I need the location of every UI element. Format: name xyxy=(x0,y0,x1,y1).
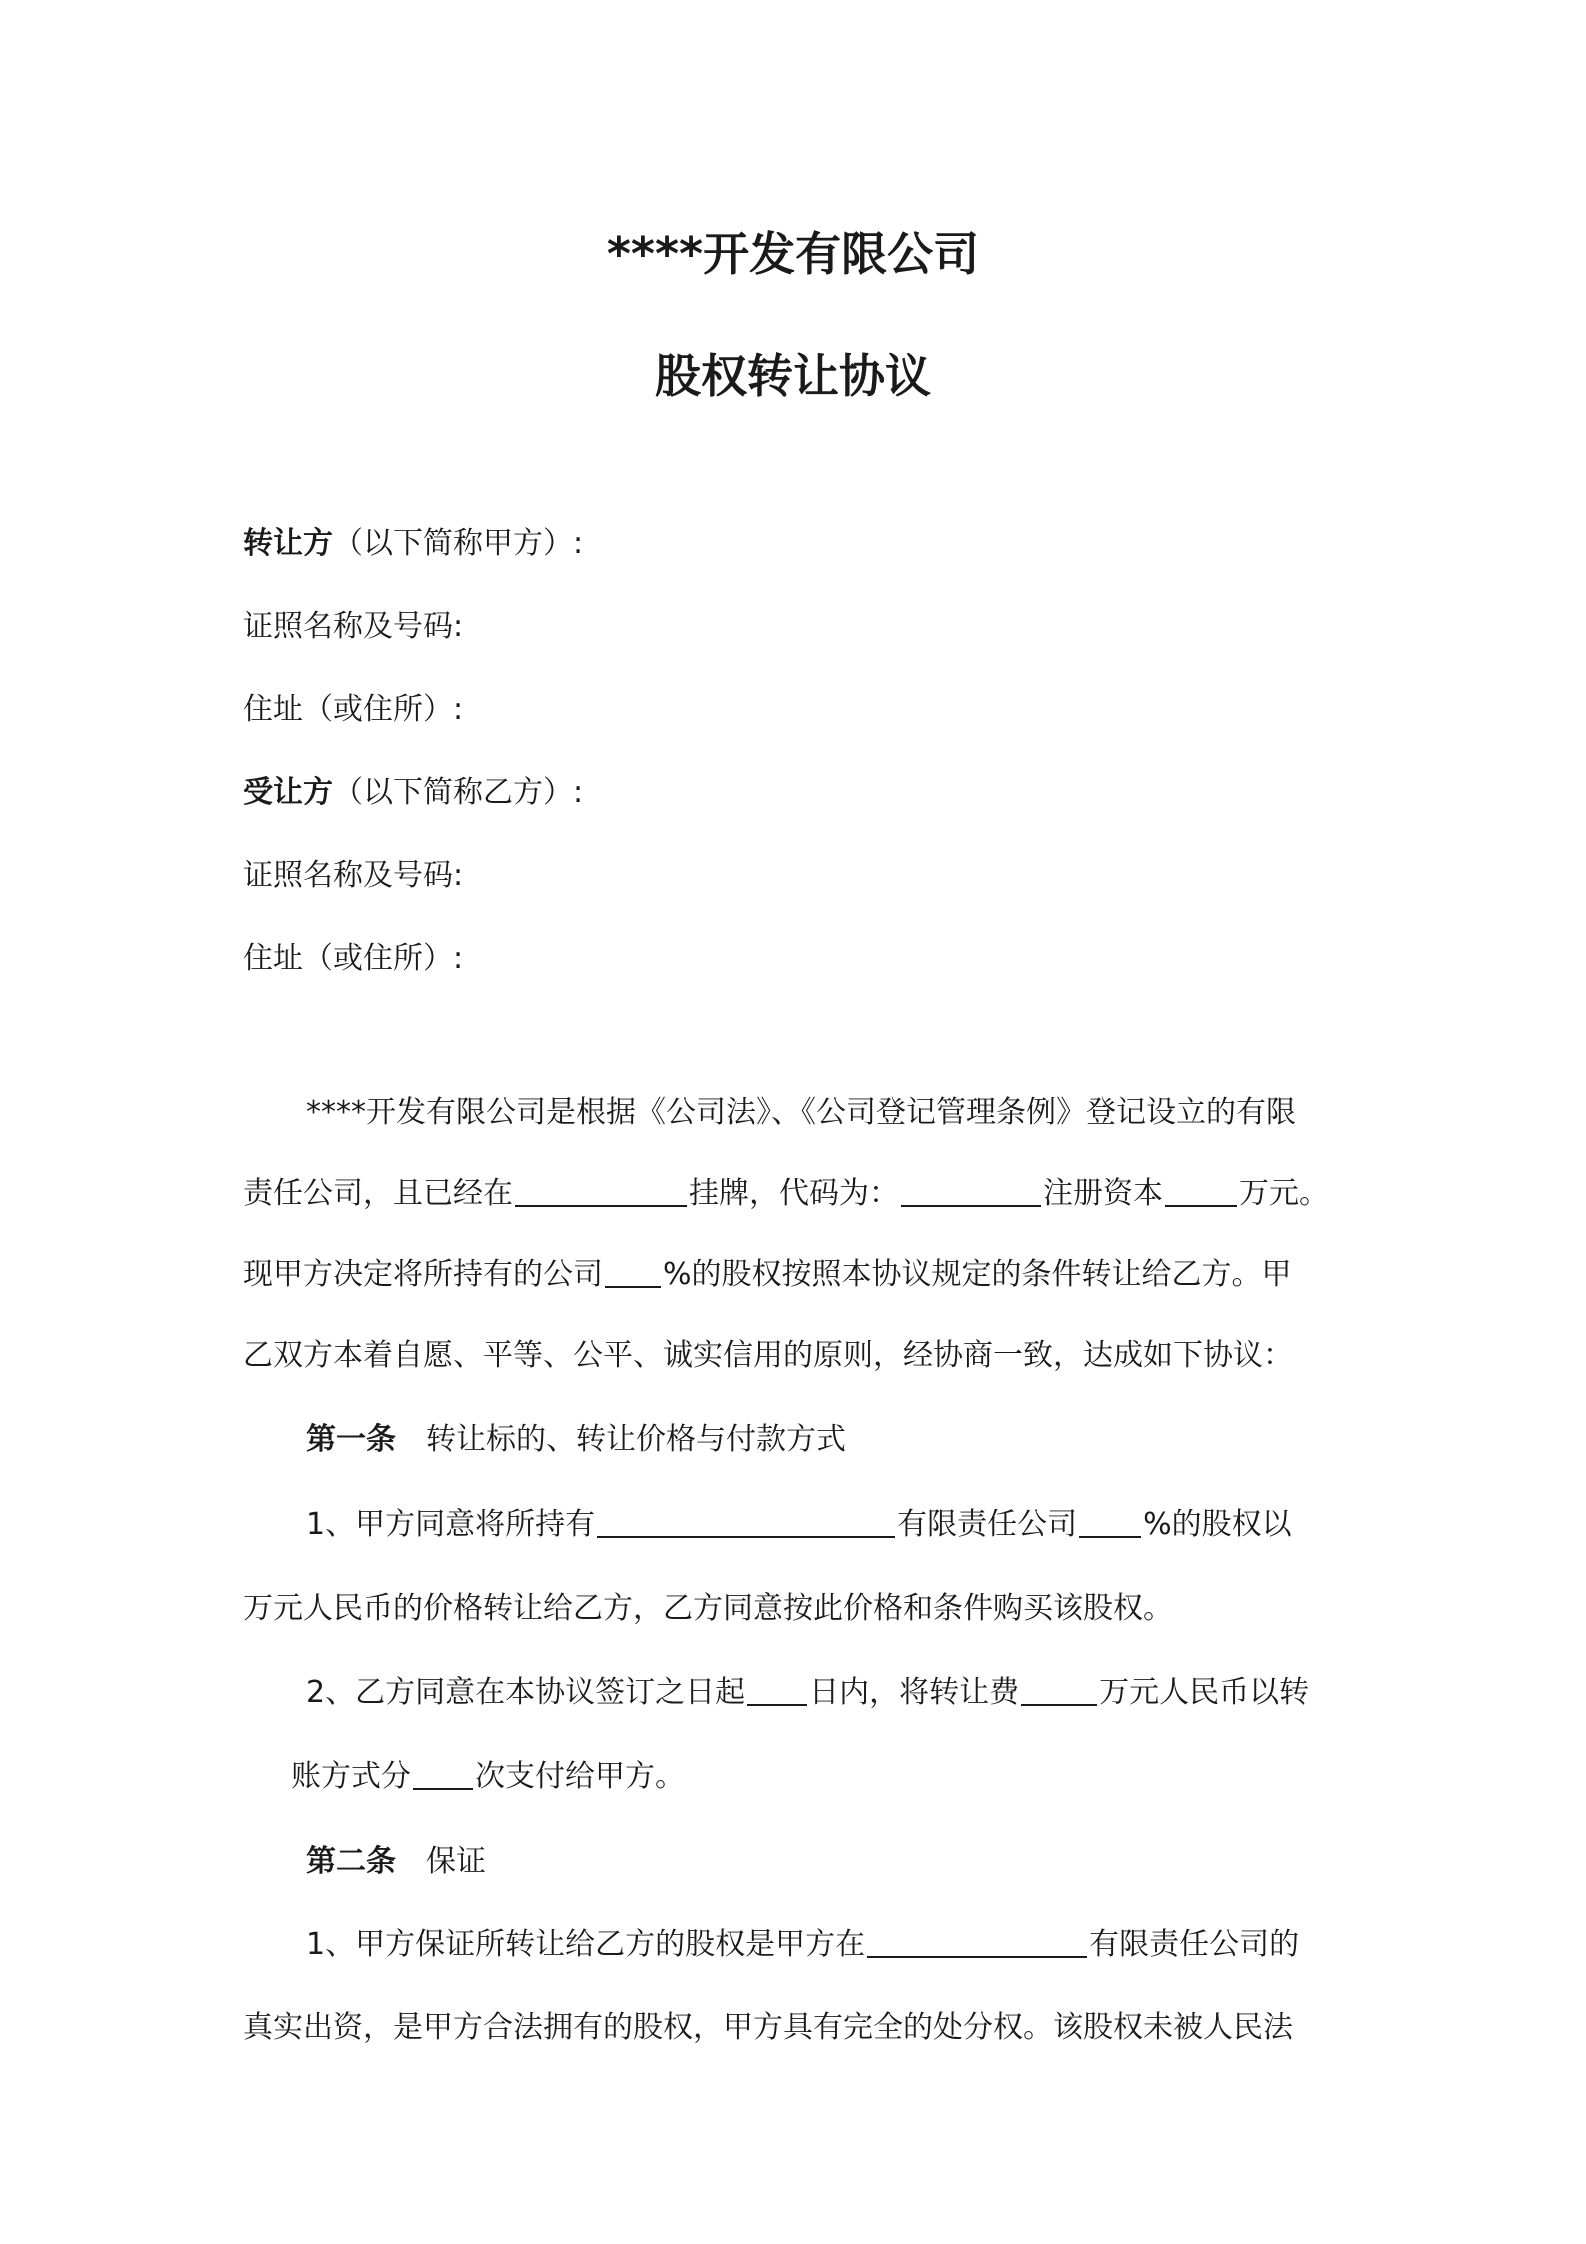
stock-code-blank xyxy=(901,1175,1041,1207)
intro-line-2 xyxy=(243,1174,1329,1214)
intro-line-4: 乙双方本着自愿、平等、公平、诚实信用的原则，经协商一致，达成如下协议： xyxy=(243,1338,1293,1373)
transfer-fee-blank xyxy=(1021,1674,1097,1706)
guarantee-company-blank xyxy=(867,1926,1087,1958)
article-2-heading xyxy=(306,1842,486,1882)
transferee-id-label: 证照名称及号码: xyxy=(243,858,464,893)
company-title: ****开发有限公司 xyxy=(606,227,980,281)
payment-days-blank xyxy=(747,1674,807,1706)
article-1-title: 转让标的、转让价格与付款方式 xyxy=(426,1422,846,1457)
article-1-clause-2 xyxy=(306,1673,1309,1713)
article-1-clause-1-a: 1、甲方同意将所持有 xyxy=(306,1507,596,1542)
transferor-label-rest: （以下简称甲方）: xyxy=(333,526,584,561)
transferee-address-label: 住址（或住所）: xyxy=(243,941,464,976)
article-1-clause-2-line-2-a: 账方式分 xyxy=(291,1759,411,1794)
company-name-blank xyxy=(597,1506,895,1538)
intro-line-1: ****开发有限公司是根据《公司法》、《公司登记管理条例》登记设立的有限 xyxy=(306,1095,1296,1130)
intro-line-3-a: 现甲方决定将所持有的公司 xyxy=(243,1257,603,1292)
article-1-clause-2-line-2 xyxy=(291,1757,685,1797)
article-1-number: 第一条 xyxy=(306,1422,396,1457)
intro-line-2-d: 万元。 xyxy=(1239,1176,1329,1211)
article-1-clause-1 xyxy=(306,1505,1292,1545)
article-1-clause-1-c: %的股权以 xyxy=(1143,1507,1292,1542)
transferee-label-bold: 受让方 xyxy=(243,775,333,810)
article-2-clause-1-a: 1、甲方保证所转让给乙方的股权是甲方在 xyxy=(306,1927,866,1962)
agreement-title: 股权转让协议 xyxy=(655,349,931,403)
transferee-label xyxy=(243,773,583,813)
article-2-clause-1-line-2: 真实出资，是甲方合法拥有的股权，甲方具有完全的处分权。该股权未被人民法 xyxy=(243,2010,1293,2045)
article-1-clause-2-a: 2、乙方同意在本协议签订之日起 xyxy=(306,1675,746,1710)
registered-capital-blank xyxy=(1165,1175,1237,1207)
intro-line-3 xyxy=(243,1255,1292,1295)
article-1-clause-1-line-2: 万元人民币的价格转让给乙方，乙方同意按此价格和条件购买该股权。 xyxy=(243,1591,1173,1626)
intro-line-2-a: 责任公司，且已经在 xyxy=(243,1176,513,1211)
article-1-clause-2-b: 日内，将转让费 xyxy=(809,1675,1020,1710)
article-1-clause-2-c: 万元人民币以转 xyxy=(1099,1675,1310,1710)
article-2-clause-1-b: 有限责任公司的 xyxy=(1089,1927,1300,1962)
transferee-label-rest: （以下简称乙方）: xyxy=(333,775,584,810)
article-2-clause-1 xyxy=(306,1925,1299,1965)
listing-place-blank xyxy=(515,1175,687,1207)
transfer-percent-blank xyxy=(1079,1506,1141,1538)
article-2-number: 第二条 xyxy=(306,1844,396,1879)
transferor-label-bold: 转让方 xyxy=(243,526,333,561)
intro-line-2-b: 挂牌，代码为： xyxy=(689,1176,899,1211)
installments-blank xyxy=(413,1758,473,1790)
article-1-clause-2-line-2-b: 次支付给甲方。 xyxy=(475,1759,685,1794)
intro-line-3-b: %的股权按照本协议规定的条件转让给乙方。甲 xyxy=(663,1257,1292,1292)
article-2-title: 保证 xyxy=(426,1844,486,1879)
share-percent-blank xyxy=(605,1256,661,1288)
transferor-label xyxy=(243,524,583,564)
article-1-heading xyxy=(306,1420,846,1460)
transferor-id-label: 证照名称及号码: xyxy=(243,609,464,644)
intro-line-2-c: 注册资本 xyxy=(1043,1176,1163,1211)
transferor-address-label: 住址（或住所）: xyxy=(243,692,464,727)
article-1-clause-1-b: 有限责任公司 xyxy=(897,1507,1078,1542)
